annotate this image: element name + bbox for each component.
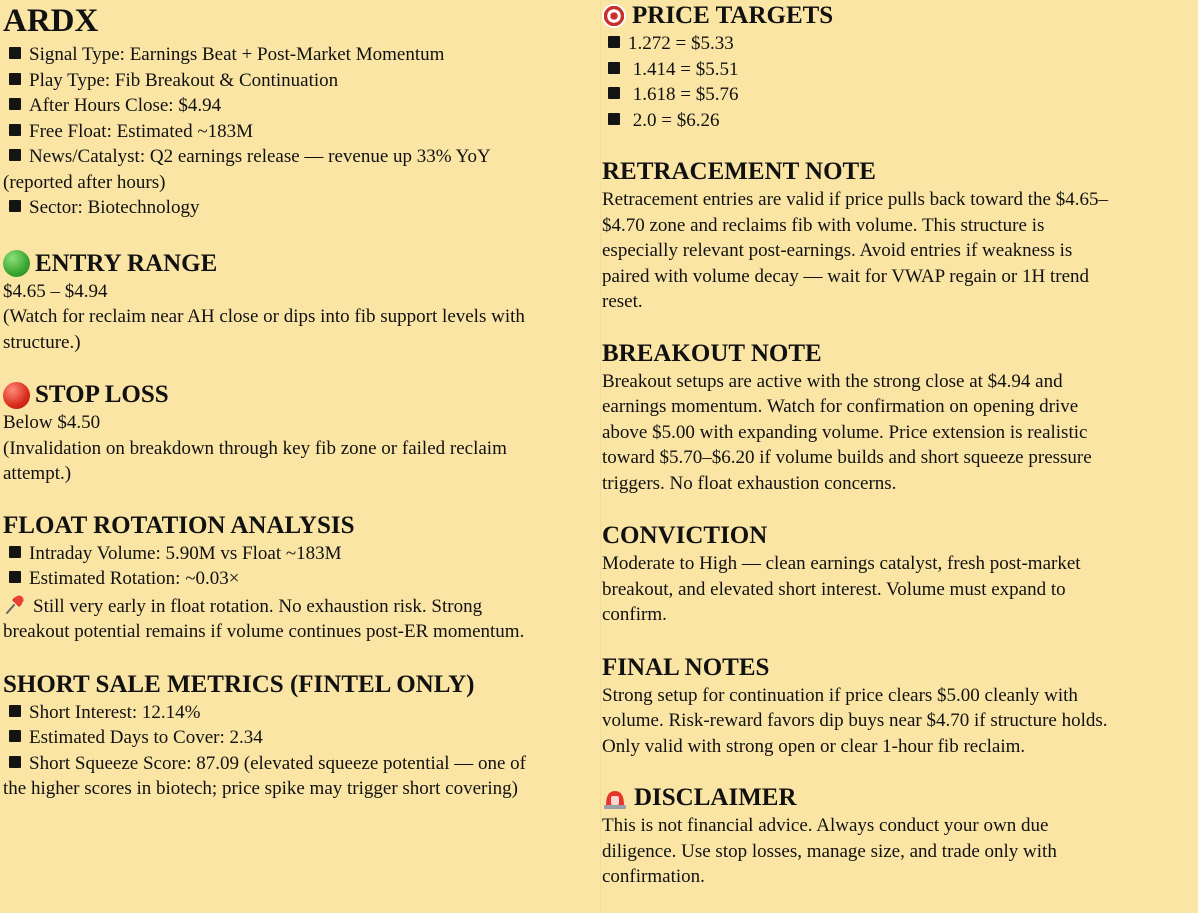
black-square-icon xyxy=(9,98,21,110)
float-rotation-pin-note: Still very early in float rotation. No exhaustion risk. Strong breakout potential remains if volume continues post-ER momentum. xyxy=(3,592,600,645)
black-square-icon xyxy=(608,113,620,125)
stop-loss-note: (Invalidation on breakdown through key fib zone or failed reclaim attempt.) xyxy=(3,437,507,484)
summary-news: News/Catalyst: Q2 earnings release — revenue up 33% YoY (reported after hours) xyxy=(3,146,491,193)
final-notes-text: Strong setup for continuation if price clears $5.00 cleanly with volume. Risk-reward favors dip buys near $4.70 if structure holds. Only valid with strong open or clear 1-hour fib reclaim. xyxy=(602,684,1108,757)
green-circle-icon xyxy=(3,250,30,277)
spacer xyxy=(602,759,1192,783)
spacer xyxy=(3,645,600,670)
summary-item: Free Float: Estimated ~183M xyxy=(3,119,600,145)
right-column xyxy=(602,0,1192,890)
summary-item: Signal Type: Earnings Beat + Post-Market Momentum xyxy=(3,42,600,68)
short-squeeze-item: Short Squeeze Score: 87.09 (elevated squeeze potential — one of the higher scores in biotech; price spike may trigger short covering) xyxy=(3,752,526,799)
black-square-icon xyxy=(9,730,21,742)
black-square-icon xyxy=(9,149,21,161)
spacer xyxy=(3,221,600,249)
conviction-heading: CONVICTION xyxy=(602,522,768,549)
stop-loss-value: Below $4.50 xyxy=(3,412,101,433)
summary-item: Sector: Biotechnology xyxy=(3,195,600,221)
black-square-icon xyxy=(9,73,21,85)
short-sale-heading: SHORT SALE METRICS (FINTEL ONLY) xyxy=(3,670,475,698)
spacer xyxy=(3,487,600,511)
price-target-item: 1.272 = $5.33 xyxy=(602,31,1192,57)
price-target-item: 2.0 = $6.26 xyxy=(602,108,1192,134)
summary-item: After Hours Close: $4.94 xyxy=(3,93,600,119)
price-targets-heading: PRICE TARGETS xyxy=(602,1,1192,31)
spacer xyxy=(602,496,1192,521)
column-divider xyxy=(600,0,601,913)
retracement-text: Retracement entries are valid if price pulls back toward the $4.65– $4.70 zone and reclaims fib with volume. This structure is especially relevant post-earnings. Avoid entries if weakness is paired with volume decay — wait for VWAP regain or 1H trend reset. xyxy=(602,189,1108,312)
siren-icon xyxy=(602,785,628,811)
summary-item: Play Type: Fib Breakout & Continuation xyxy=(3,68,600,94)
short-sale-item: Short Interest: 12.14% xyxy=(3,700,600,726)
black-square-icon xyxy=(9,705,21,717)
retracement-heading: RETRACEMENT NOTE xyxy=(602,158,876,185)
black-square-icon xyxy=(9,47,21,59)
conviction-text: Moderate to High — clean earnings catalyst, fresh post-market breakout, and elevated short interest. Volume must expand to confirm. xyxy=(602,553,1081,625)
float-rotation-heading: FLOAT ROTATION ANALYSIS xyxy=(3,511,355,539)
stop-loss-heading: STOP LOSS xyxy=(3,380,600,410)
float-rotation-item: Estimated Rotation: ~0.03× xyxy=(3,566,600,592)
spacer xyxy=(602,628,1192,653)
price-target-item: 1.618 = $5.76 xyxy=(602,82,1192,108)
disclaimer-text: This is not financial advice. Always conduct your own due diligence. Use stop losses, manage size, and trade only with confirmation. xyxy=(602,815,1057,887)
direct-hit-icon xyxy=(602,4,626,28)
black-square-icon xyxy=(9,546,21,558)
black-square-icon xyxy=(9,756,21,768)
breakout-text: Breakout setups are active with the strong close at $4.94 and earnings momentum. Watch for confirmation on opening drive above $5.00 with expanding volume. Price extension is realistic toward $5.70–$6.20 if volume builds and short squeeze pressure triggers. No float exhaustion concerns. xyxy=(602,370,1092,494)
left-column xyxy=(3,0,600,802)
spacer xyxy=(3,355,600,380)
black-square-icon xyxy=(9,571,21,583)
final-notes-heading: FINAL NOTES xyxy=(602,653,770,681)
red-circle-icon xyxy=(3,382,30,409)
black-square-icon xyxy=(9,124,21,136)
disclaimer-heading: DISCLAIMER xyxy=(602,783,1192,813)
black-square-icon xyxy=(9,200,21,212)
entry-range-heading: ENTRY RANGE xyxy=(3,249,600,279)
spacer xyxy=(602,315,1192,339)
black-square-icon xyxy=(608,36,620,48)
price-target-item: 1.414 = $5.51 xyxy=(602,57,1192,83)
short-sale-item: Estimated Days to Cover: 2.34 xyxy=(3,725,600,751)
ticker-title: ARDX xyxy=(3,3,99,39)
black-square-icon xyxy=(608,62,620,74)
float-rotation-item: Intraday Volume: 5.90M vs Float ~183M xyxy=(3,541,600,567)
spacer xyxy=(602,133,1192,157)
breakout-heading: BREAKOUT NOTE xyxy=(602,339,822,367)
entry-range-value: $4.65 – $4.94 xyxy=(3,280,108,302)
pushpin-icon xyxy=(3,592,27,616)
entry-range-note: (Watch for reclaim near AH close or dips into fib support levels with structure.) xyxy=(3,306,525,353)
black-square-icon xyxy=(608,87,620,99)
